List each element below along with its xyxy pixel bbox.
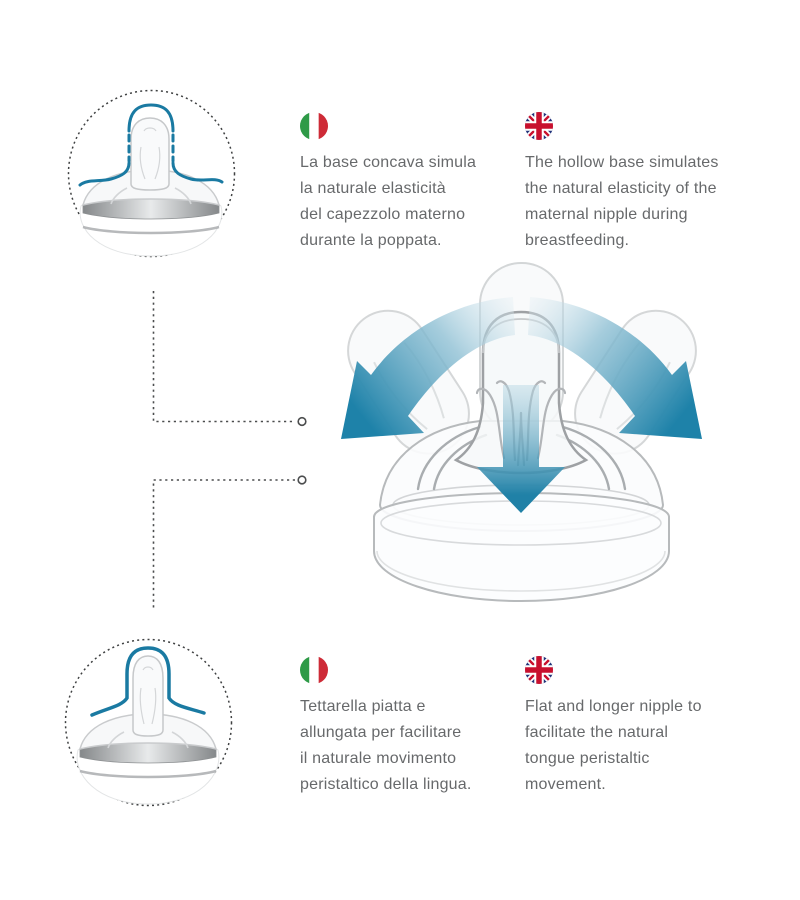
teat-nipple — [131, 118, 169, 190]
callout-text: maternal nipple during — [525, 206, 688, 223]
connector-bottom — [154, 480, 296, 610]
callout-text: movement. — [525, 776, 606, 793]
connector-ring-top — [298, 418, 306, 426]
callout-text: Tettarella piatta e — [300, 698, 426, 715]
callout-text: il naturale movimento — [300, 750, 457, 767]
uk-flag-icon — [525, 656, 553, 684]
connector-ring-bottom — [298, 476, 306, 484]
callout-text: durante la poppata. — [300, 232, 442, 249]
bottom-detail-circle — [64, 638, 233, 807]
callout-text: breastfeeding. — [525, 232, 630, 249]
uk-flag-icon — [525, 112, 553, 140]
italy-flag-icon — [300, 112, 328, 140]
top-detail-circle — [67, 89, 236, 258]
callout-text: tongue peristaltic — [525, 750, 650, 767]
connector-top — [154, 291, 296, 422]
callout-top-english — [525, 112, 760, 254]
callout-text: del capezzolo materno — [300, 206, 466, 223]
callout-text: peristaltico della lingua. — [300, 776, 472, 793]
callout-bottom-english — [525, 656, 760, 798]
callout-bottom-italian — [300, 656, 535, 798]
callout-text: la naturale elasticità — [300, 180, 446, 197]
callout-text: the natural elasticity of the — [525, 180, 717, 197]
italy-flag-icon — [300, 656, 328, 684]
callout-text: La base concava simula — [300, 154, 477, 171]
teat-nipple — [133, 656, 163, 736]
callout-top-italian — [300, 112, 535, 254]
teat-motion-illustration — [330, 255, 715, 625]
callout-text: Flat and longer nipple to — [525, 698, 702, 715]
callout-text: The hollow base simulates — [525, 154, 719, 171]
callout-text: facilitate the natural — [525, 724, 669, 741]
callout-text: allungata per facilitare — [300, 724, 462, 741]
